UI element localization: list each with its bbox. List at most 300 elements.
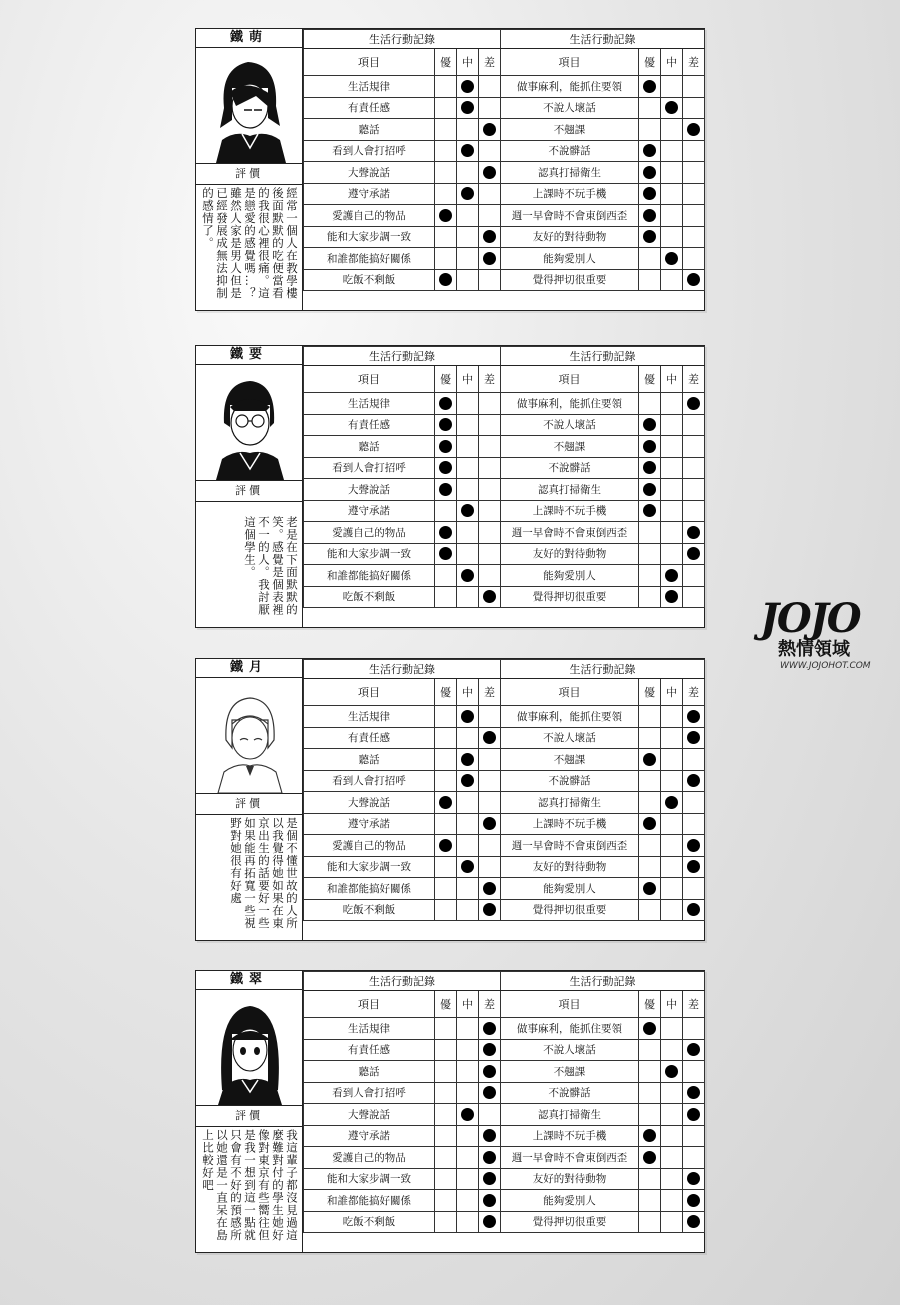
rating-cell xyxy=(435,205,457,227)
row-item-label: 和誰都能搞好關係 xyxy=(304,248,435,270)
row-item-label: 不說髒話 xyxy=(501,140,639,162)
row-item-label: 上課時不玩手機 xyxy=(501,813,639,835)
rating-cell xyxy=(683,1211,705,1233)
row-item-label: 生活規律 xyxy=(304,76,435,98)
portrait-drawing-icon xyxy=(196,990,301,1105)
rating-cell xyxy=(479,565,501,587)
rating-mark-icon xyxy=(461,504,474,517)
rating-mark-icon xyxy=(687,1086,700,1099)
rating-cell xyxy=(457,1061,479,1083)
rating-cell xyxy=(479,813,501,835)
rating-cell xyxy=(457,770,479,792)
rating-cell xyxy=(683,1168,705,1190)
table-row xyxy=(304,248,501,270)
right-record-table xyxy=(500,659,705,921)
rating-cell xyxy=(661,269,683,291)
rating-mark-icon xyxy=(687,839,700,852)
rating-mark-icon xyxy=(687,526,700,539)
rating-cell xyxy=(457,543,479,565)
row-item-label: 吃飯不剩飯 xyxy=(304,1211,435,1233)
right-record-table xyxy=(500,29,705,291)
rating-mark-icon xyxy=(643,1129,656,1142)
row-item-label: 生活規律 xyxy=(304,1018,435,1040)
column-header-mid: 中 xyxy=(661,991,683,1018)
rating-cell xyxy=(639,393,661,415)
rating-cell xyxy=(457,457,479,479)
rating-mark-icon xyxy=(643,230,656,243)
rating-cell xyxy=(639,1018,661,1040)
row-item-label: 上課時不玩手機 xyxy=(501,183,639,205)
rating-cell xyxy=(661,97,683,119)
rating-cell xyxy=(639,835,661,857)
table-row xyxy=(501,140,705,162)
rating-mark-icon xyxy=(687,397,700,410)
rating-cell xyxy=(661,835,683,857)
rating-cell xyxy=(683,835,705,857)
rating-cell xyxy=(479,205,501,227)
rating-cell xyxy=(639,1061,661,1083)
row-item-label: 不說人壞話 xyxy=(501,727,639,749)
rating-cell xyxy=(479,522,501,544)
rating-cell xyxy=(661,479,683,501)
table-row xyxy=(304,457,501,479)
rating-cell xyxy=(661,1125,683,1147)
rating-cell xyxy=(479,727,501,749)
table-row xyxy=(304,183,501,205)
rating-cell xyxy=(639,1104,661,1126)
rating-cell xyxy=(435,749,457,771)
table-row xyxy=(304,1104,501,1126)
rating-mark-icon xyxy=(483,882,496,895)
table-row xyxy=(501,500,705,522)
table-row xyxy=(501,749,705,771)
rating-mark-icon xyxy=(643,418,656,431)
rating-cell xyxy=(661,183,683,205)
rating-cell xyxy=(683,1190,705,1212)
rating-cell xyxy=(683,393,705,415)
rating-cell xyxy=(661,1104,683,1126)
row-item-label: 愛護自己的物品 xyxy=(304,522,435,544)
column-header-good: 優 xyxy=(435,679,457,706)
rating-mark-icon xyxy=(643,187,656,200)
rating-cell xyxy=(479,1125,501,1147)
rating-cell xyxy=(457,565,479,587)
rating-cell xyxy=(683,878,705,900)
rating-cell xyxy=(683,522,705,544)
column-header-mid: 中 xyxy=(661,679,683,706)
rating-cell xyxy=(457,269,479,291)
rating-cell xyxy=(683,436,705,458)
row-item-label: 不說髒話 xyxy=(501,457,639,479)
rating-cell xyxy=(639,749,661,771)
right-record-table xyxy=(500,346,705,608)
rating-mark-icon xyxy=(439,526,452,539)
rating-mark-icon xyxy=(461,80,474,93)
rating-cell xyxy=(435,770,457,792)
table-row xyxy=(304,792,501,814)
table-row xyxy=(501,97,705,119)
left-record-table xyxy=(303,29,501,291)
rating-cell xyxy=(435,162,457,184)
rating-cell xyxy=(457,393,479,415)
rating-cell xyxy=(639,226,661,248)
row-item-label: 和誰都能搞好關係 xyxy=(304,1190,435,1212)
table-row xyxy=(304,205,501,227)
rating-mark-icon xyxy=(687,273,700,286)
left-record-table xyxy=(303,659,501,921)
rating-cell xyxy=(683,162,705,184)
rating-cell xyxy=(661,1082,683,1104)
table-row xyxy=(501,436,705,458)
row-item-label: 大聲說話 xyxy=(304,162,435,184)
portrait-drawing-icon xyxy=(196,678,301,793)
table-row xyxy=(501,770,705,792)
evaluation-label: 評價 xyxy=(196,794,302,815)
row-item-label: 聽話 xyxy=(304,119,435,141)
table-row xyxy=(304,1039,501,1061)
rating-cell xyxy=(661,856,683,878)
table-row xyxy=(304,479,501,501)
row-item-label: 做事麻利，能抓住要領 xyxy=(501,393,639,415)
rating-cell xyxy=(435,97,457,119)
rating-cell xyxy=(661,1039,683,1061)
table-row xyxy=(501,813,705,835)
rating-cell xyxy=(457,522,479,544)
row-item-label: 聽話 xyxy=(304,749,435,771)
column-header-mid: 中 xyxy=(457,366,479,393)
rating-cell xyxy=(435,1039,457,1061)
rating-cell xyxy=(639,436,661,458)
table-row xyxy=(304,1168,501,1190)
rating-mark-icon xyxy=(687,1172,700,1185)
table-row xyxy=(501,878,705,900)
rating-mark-icon xyxy=(439,440,452,453)
rating-cell xyxy=(661,586,683,608)
rating-cell xyxy=(479,586,501,608)
rating-cell xyxy=(639,1168,661,1190)
rating-cell xyxy=(479,97,501,119)
table-row xyxy=(304,586,501,608)
rating-cell xyxy=(661,706,683,728)
rating-cell xyxy=(479,119,501,141)
rating-cell xyxy=(479,1168,501,1190)
rating-cell xyxy=(479,414,501,436)
rating-mark-icon xyxy=(687,1108,700,1121)
record-sheet-1 xyxy=(195,28,705,311)
rating-cell xyxy=(479,183,501,205)
rating-mark-icon xyxy=(687,1043,700,1056)
rating-mark-icon xyxy=(461,710,474,723)
rating-cell xyxy=(639,586,661,608)
rating-mark-icon xyxy=(643,80,656,93)
rating-cell xyxy=(683,586,705,608)
rating-cell xyxy=(435,1082,457,1104)
rating-cell xyxy=(479,226,501,248)
rating-cell xyxy=(435,899,457,921)
rating-mark-icon xyxy=(483,1172,496,1185)
rating-cell xyxy=(661,500,683,522)
rating-mark-icon xyxy=(483,1129,496,1142)
rating-cell xyxy=(457,856,479,878)
rating-cell xyxy=(479,457,501,479)
table-row xyxy=(304,1211,501,1233)
row-item-label: 聽話 xyxy=(304,436,435,458)
rating-cell xyxy=(683,543,705,565)
table-header-title: 生活行動記錄 xyxy=(501,347,705,366)
rating-cell xyxy=(639,162,661,184)
table-row xyxy=(501,205,705,227)
rating-cell xyxy=(639,500,661,522)
rating-cell xyxy=(479,1190,501,1212)
rating-cell xyxy=(457,436,479,458)
table-row xyxy=(304,1147,501,1169)
row-item-label: 能和大家步調一致 xyxy=(304,226,435,248)
rating-cell xyxy=(683,414,705,436)
row-item-label: 大聲說話 xyxy=(304,792,435,814)
rating-cell xyxy=(435,140,457,162)
column-header-bad: 差 xyxy=(683,679,705,706)
column-header-bad: 差 xyxy=(479,991,501,1018)
rating-mark-icon xyxy=(643,817,656,830)
table-row xyxy=(501,543,705,565)
rating-mark-icon xyxy=(643,882,656,895)
rating-cell xyxy=(639,543,661,565)
table-row xyxy=(304,770,501,792)
rating-cell xyxy=(661,878,683,900)
table-row xyxy=(304,500,501,522)
table-row xyxy=(304,1190,501,1212)
rating-cell xyxy=(479,706,501,728)
rating-mark-icon xyxy=(643,504,656,517)
rating-mark-icon xyxy=(665,569,678,582)
watermark-text: 熱情領域 xyxy=(778,639,850,660)
rating-cell xyxy=(661,248,683,270)
row-item-label: 和誰都能搞好關係 xyxy=(304,565,435,587)
table-row xyxy=(304,835,501,857)
rating-cell xyxy=(661,76,683,98)
rating-cell xyxy=(639,878,661,900)
rating-cell xyxy=(457,1125,479,1147)
rating-cell xyxy=(639,76,661,98)
row-item-label: 上課時不玩手機 xyxy=(501,500,639,522)
column-header-item: 項目 xyxy=(501,49,639,76)
rating-mark-icon xyxy=(483,817,496,830)
rating-cell xyxy=(457,1168,479,1190)
rating-mark-icon xyxy=(439,397,452,410)
rating-cell xyxy=(457,1039,479,1061)
rating-cell xyxy=(435,500,457,522)
rating-cell xyxy=(457,414,479,436)
table-row xyxy=(304,119,501,141)
row-item-label: 覺得押切很重要 xyxy=(501,1211,639,1233)
rating-mark-icon xyxy=(483,123,496,136)
column-header-bad: 差 xyxy=(479,49,501,76)
rating-cell xyxy=(683,899,705,921)
student-portrait xyxy=(196,990,302,1106)
rating-cell xyxy=(661,543,683,565)
column-header-item: 項目 xyxy=(501,991,639,1018)
table-header-title: 生活行動記錄 xyxy=(304,972,501,991)
table-header-title: 生活行動記錄 xyxy=(304,30,501,49)
rating-cell xyxy=(639,97,661,119)
rating-cell xyxy=(661,1018,683,1040)
rating-cell xyxy=(457,1211,479,1233)
rating-mark-icon xyxy=(643,440,656,453)
row-item-label: 吃飯不剩飯 xyxy=(304,269,435,291)
row-item-label: 不說人壞話 xyxy=(501,97,639,119)
rating-cell xyxy=(457,586,479,608)
row-item-label: 做事麻利，能抓住要領 xyxy=(501,76,639,98)
row-item-label: 愛護自己的物品 xyxy=(304,205,435,227)
rating-cell xyxy=(457,899,479,921)
row-item-label: 能夠愛別人 xyxy=(501,878,639,900)
rating-cell xyxy=(435,1190,457,1212)
table-row xyxy=(304,226,501,248)
table-row xyxy=(501,706,705,728)
row-item-label: 友好的對待動物 xyxy=(501,856,639,878)
table-row xyxy=(501,586,705,608)
column-header-good: 優 xyxy=(435,991,457,1018)
rating-cell xyxy=(683,97,705,119)
evaluation-label: 評價 xyxy=(196,164,302,185)
rating-cell xyxy=(683,706,705,728)
column-header-item: 項目 xyxy=(304,366,435,393)
row-item-label: 做事麻利，能抓住要領 xyxy=(501,1018,639,1040)
rating-cell xyxy=(435,1061,457,1083)
table-row xyxy=(304,1125,501,1147)
rating-cell xyxy=(457,727,479,749)
table-row xyxy=(304,878,501,900)
rating-cell xyxy=(683,1039,705,1061)
table-row xyxy=(304,1082,501,1104)
rating-cell xyxy=(435,457,457,479)
table-row xyxy=(501,792,705,814)
table-row xyxy=(501,76,705,98)
rating-mark-icon xyxy=(483,731,496,744)
rating-mark-icon xyxy=(483,1194,496,1207)
rating-cell xyxy=(435,479,457,501)
rating-mark-icon xyxy=(687,1215,700,1228)
table-row xyxy=(501,393,705,415)
rating-mark-icon xyxy=(483,1151,496,1164)
rating-mark-icon xyxy=(439,209,452,222)
rating-cell xyxy=(435,792,457,814)
rating-cell xyxy=(639,1082,661,1104)
rating-mark-icon xyxy=(483,166,496,179)
rating-cell xyxy=(435,393,457,415)
rating-cell xyxy=(683,248,705,270)
rating-mark-icon xyxy=(461,101,474,114)
table-row xyxy=(501,479,705,501)
table-header-title: 生活行動記錄 xyxy=(501,660,705,679)
rating-cell xyxy=(479,543,501,565)
row-item-label: 生活規律 xyxy=(304,393,435,415)
table-row xyxy=(304,856,501,878)
row-item-label: 能夠愛別人 xyxy=(501,565,639,587)
rating-cell xyxy=(435,1125,457,1147)
row-item-label: 不翹課 xyxy=(501,1061,639,1083)
rating-cell xyxy=(639,856,661,878)
rating-cell xyxy=(683,500,705,522)
rating-mark-icon xyxy=(643,1022,656,1035)
rating-cell xyxy=(457,140,479,162)
table-row xyxy=(501,899,705,921)
rating-cell xyxy=(435,226,457,248)
rating-cell xyxy=(435,727,457,749)
student-name: 鐵月 xyxy=(196,659,302,678)
row-item-label: 友好的對待動物 xyxy=(501,226,639,248)
rating-mark-icon xyxy=(687,903,700,916)
rating-cell xyxy=(661,140,683,162)
record-sheet-2 xyxy=(195,345,705,628)
table-row xyxy=(501,183,705,205)
rating-cell xyxy=(683,1104,705,1126)
rating-cell xyxy=(661,1211,683,1233)
table-row xyxy=(304,393,501,415)
rating-cell xyxy=(435,248,457,270)
table-row xyxy=(501,269,705,291)
row-item-label: 大聲說話 xyxy=(304,1104,435,1126)
table-header-title: 生活行動記錄 xyxy=(304,660,501,679)
row-item-label: 愛護自己的物品 xyxy=(304,1147,435,1169)
table-row xyxy=(501,457,705,479)
rating-cell xyxy=(661,1061,683,1083)
table-row xyxy=(304,1018,501,1040)
rating-cell xyxy=(661,899,683,921)
rating-cell xyxy=(683,813,705,835)
rating-cell xyxy=(639,1211,661,1233)
rating-cell xyxy=(639,1039,661,1061)
table-row xyxy=(304,436,501,458)
rating-cell xyxy=(639,1190,661,1212)
rating-mark-icon xyxy=(439,796,452,809)
rating-mark-icon xyxy=(665,1065,678,1078)
rating-cell xyxy=(479,248,501,270)
rating-cell xyxy=(639,140,661,162)
rating-cell xyxy=(639,205,661,227)
column-header-good: 優 xyxy=(639,991,661,1018)
rating-cell xyxy=(457,835,479,857)
rating-cell xyxy=(639,269,661,291)
rating-cell xyxy=(479,1147,501,1169)
rating-cell xyxy=(435,543,457,565)
row-item-label: 生活規律 xyxy=(304,706,435,728)
table-row xyxy=(501,522,705,544)
row-item-label: 不說髒話 xyxy=(501,1082,639,1104)
table-row xyxy=(501,1082,705,1104)
rating-mark-icon xyxy=(483,1043,496,1056)
rating-cell xyxy=(639,183,661,205)
table-row xyxy=(501,1168,705,1190)
rating-cell xyxy=(479,162,501,184)
rating-cell xyxy=(661,1190,683,1212)
rating-cell xyxy=(661,457,683,479)
row-item-label: 能和大家步調一致 xyxy=(304,856,435,878)
rating-cell xyxy=(683,205,705,227)
row-item-label: 有責任感 xyxy=(304,727,435,749)
student-panel xyxy=(196,971,303,1252)
rating-cell xyxy=(479,1104,501,1126)
row-item-label: 上課時不玩手機 xyxy=(501,1125,639,1147)
table-row xyxy=(304,97,501,119)
rating-cell xyxy=(479,792,501,814)
teacher-comment: 我這輩子都沒見過這麼難對付的學生她好像對東京有些嚮往但是我一想到這一點就只會有不好的預感所以她還是一直呆在島上比較好吧 xyxy=(201,1129,299,1242)
row-item-label: 能夠愛別人 xyxy=(501,1190,639,1212)
rating-cell xyxy=(479,1061,501,1083)
rating-cell xyxy=(457,1147,479,1169)
column-header-bad: 差 xyxy=(683,49,705,76)
table-row xyxy=(501,1104,705,1126)
